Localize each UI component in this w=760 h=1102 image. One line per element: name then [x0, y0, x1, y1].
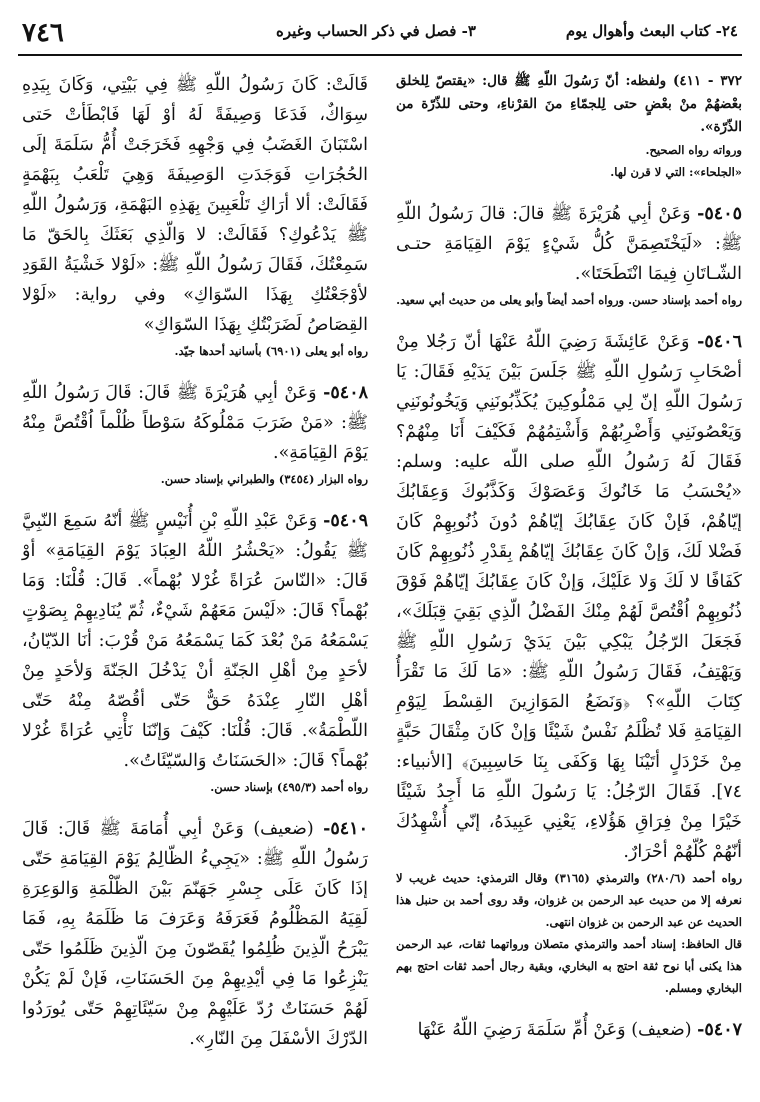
- hadith-text: وَعَنْ أبِي هُرَيْرَةَ ﷺ قالَ: قالَ رَسُولُ اللّهِ ﷺ: «لَيَخْتَصِمَنَّ كُلُّ شَيْءٍ يَوْمَ القِيَامَةِ حتـى الشّـاتَانِ فِيمَا انْتَطَحَتَا».: [396, 204, 742, 284]
- spacer: [396, 183, 742, 199]
- hadith-number: ٥٤١٠-: [323, 819, 368, 839]
- continued-hadith-text: قَالَتْ: كَانَ رَسُولُ اللّهِ ﷺ فِي بَيْتِي، وَكَانَ بِيَدِهِ سِوَاكٌ، فَدَعَا وَصِيفَةً لَهُ أوْ لَهَا فَابْطَأتْ حَتى اسْتَبَانَ الغَضَبُ فِي وَجْهِهِ فَخَرَجَتْ أُمُّ سَلَمَةَ إلَى الحُجُرَاتِ فَوَجَدَتِ الوَصِيفَةَ وَهِيَ تَلْعَبُ بِبَهْمَةٍ فَقَالَتْ: ألا أرَاكِ تَلْعَبِينَ بِهَذِهِ البَهْمَةِ، وَرَسُولُ اللّهِ ﷺ يَدْعُوكِ؟ فَقَالَتْ: لا وَالّذِي بَعَثَكَ بِالحَقّ مَا سَمِعْتُكَ، فَقَالَ رَسُولُ اللّهِ ﷺ: «لَوْلا خَشْيَةُ القَوَدِ لأوْجَعْتُكِ بِهَذَا السّوَاكِ» وفي رواية: «لَوْلا القِصَاصُ لَضَرَبْتُكِ بِهَذَا السّوَاكِ»: [22, 75, 368, 335]
- hadith-paragraph: [396, 327, 742, 867]
- source-note: رواه أحمد (٢٨٠/٦) والترمذي (٣١٦٥) وقال الترمذي: حديث غريب لا نعرفه إلا من حديث عبد الرحمن بن غزوان، وقد روى أحمد بن حنبل هذا الحديث عن عبد الرحمن بن غزوان انتهى.: [396, 871, 742, 929]
- header-rule: [18, 54, 742, 56]
- left-column: [22, 70, 368, 1054]
- hadith-paragraph: [22, 506, 368, 776]
- hadith-number: ٥٤٠٦-: [697, 332, 742, 352]
- source-note: رواه أحمد (٤٩٥/٣) بإسناد حسن.: [210, 780, 368, 794]
- source-note: قال الحافظ: إسناد أحمد والترمذي متصلان ورواتهما ثقات، عبد الرحمن هذا يكنى أبا نوح ثقة احتج به البخاري، وبقية رجال أحمد ثقات احتج بهم البخاري ومسلم.: [396, 937, 742, 995]
- spacer: [22, 490, 368, 506]
- hadith-paragraph: [396, 1015, 742, 1045]
- source-note: رواه البزار (٣٤٥٤) والطبراني بإسناد حسن.: [160, 472, 368, 486]
- spacer: [22, 362, 368, 378]
- continued-citation: ٣٧٢ - ٤١١) ولفظه: أنّ رَسُولَ اللّهِ ﷺ قال: «يقتصّ لِلخلق بعْضهُمْ منْ بعْضٍ حتى لِلجمّاءِ منَ القرْناءِ، وحتى للذّرّة من الذّرّة».: [396, 73, 742, 135]
- source-note: رواه أبو يعلى (٦٩٠١) بأسانيد أحدها جيّد.: [174, 344, 368, 358]
- spacer: [22, 798, 368, 814]
- source-note: ورواته رواه الصحيح.: [645, 143, 742, 157]
- right-column: [396, 70, 742, 1045]
- spacer: [396, 311, 742, 327]
- hadith-text: (ضعيف) وَعَنْ أبِي أُمَامَةَ ﷺ قَالَ: قَالَ رَسُولُ اللّهِ ﷺ: «يَجِيءُ الظّالِمُ يَوْمَ القِيَامَةِ حَتّى إذَا كَانَ عَلَى جِسْرِ جَهَنّمَ بَيْنَ الظّلْمَةِ وَالوَعِرَةِ لَقِيَهُ المَظْلُومُ فَعَرَفَهُ وَعَرَفَ مَا ظَلَمَهُ بِهِ، فَمَا يَبْرَحُ الّذِينَ ظُلِمُوا يُقَصّونَ مِنَ الّذِينَ ظَلَمُوا حَتّى يَنْزِعُوا مَا فِي أيْدِيهِمْ مِنَ الحَسَنَاتِ، فَإنْ لَمْ يَكُنْ لَهُمْ حَسَنَاتٌ رُدّ عَلَيْهِمْ مِنْ سَيّئَاتِهِمْ حَتّى يُورَدُوا الدّرْكَ الأسْفَلَ مِنَ النّارِ».: [22, 819, 368, 1049]
- book-title: ٢٤- كتاب البعث وأهوال يوم: [565, 22, 738, 40]
- hadith-text: وَعَنْ أبِي هُرَيْرَةَ ﷺ قَالَ: قَالَ رَسُولُ اللّهِ ﷺ: «مَنْ ضَرَبَ مَمْلُوكَهُ سَوْطاً ظُلْماً اُقْتُصَّ مِنْهُ يَوْمَ القِيَامَةِ».: [22, 383, 368, 463]
- hadith-paragraph: [22, 814, 368, 1054]
- hadith-text: وَعَنْ عَبْدِ اللّهِ بْنِ أُنَيْسٍ ﷺ أنّهُ سَمِعَ النّبِيَّ ﷺ يَقُولُ: «يَحْشُرُ اللّهُ العِبَادَ يَوْمَ القِيَامَةِ» أوْ قَالَ: «النّاسَ عُرَاةً غُرْلا بُهْماً». قَالَ: قُلْنَا: وَمَا بُهْماً؟ قَالَ: «لَيْسَ مَعَهُمْ شَيْءٌ، ثُمّ يُنَادِيهِمْ بِصَوْتٍ يَسْمَعُهُ مَنْ بُعْدَ كَمَا يَسْمَعُهُ مَنْ قُرْبَ: أنَا الدّيّانُ، لأحَدٍ مِنْ أهْلِ الجَنّةِ أنْ يَدْخُلَ الجَنّةَ وَلأحَدٍ مِنْ أهْلِ النّارِ عِنْدَهُ حَقٌّ حَتّى أقُصّهُ مِنْهُ حَتّى اللّطْمَةُ». قَالَ: قُلْنَا: كَيْفَ وَإنّنَا نَأْتِي عُرَاةً غُرْلا بُهْماً؟ قَالَ: «الحَسَنَاتُ وَالسّيّئَاتُ».: [22, 511, 368, 771]
- page-number: ٧٤٦: [22, 18, 64, 48]
- spacer: [396, 999, 742, 1015]
- hadith-paragraph: [22, 378, 368, 468]
- source-note: رواه أحمد بإسناد حسن. ورواه أحمد أيضاً وأبو يعلى من حديث أبي سعيد.: [396, 293, 742, 307]
- hadith-text: وَعَنْ عَائِشَةَ رَضِيَ اللّهُ عَنْهَا أنّ رَجُلا مِنْ أصْحَابِ رَسُولِ اللّهِ ﷺ جَلَسَ بَيْنَ يَدَيْهِ فَقَالَ: يَا رَسُولَ اللّهِ إنّ لِي مَمْلُوكِينَ يُكَذِّبُونَنِي وَيَخُونُونَنِي وَيَعْصُونَنِي وَأَضْرِبُهُمْ وَأَشْتِمُهُمْ فَكَيْفَ أَنَا مِنْهُمْ؟ فَقَالَ لَهُ رَسُولُ اللّهِ صلى اللّه عليه: وسلم: «يُحْسَبُ مَا خَانُوكَ وَعَصَوْكَ وَكَذَّبُوكَ وَعِقَابُكَ إيّاهُمْ، فَإنْ كَانَ عِقَابُكَ إيّاهُمْ دُونَ ذُنُوبِهِمْ كَانَ فَضْلا لَكَ، وَإنْ كَانَ عِقَابُكَ إيّاهُمْ بِقَدْرِ ذُنُوبِهِمْ كَانَ كَفَافًا لا لَكَ وَلا عَلَيْكَ، وَإنْ كَانَ عِقَابُكَ إيّاهُمْ فَوْقَ ذُنُوبِهِمْ اُقْتُصَّ لَهُمْ مِنْكَ الفَضْلُ الّذِي بَقِيَ قِبَلَكَ»، فَجَعَلَ الرّجُلُ يَبْكِي بَيْنَ يَدَيْ رَسُولِ اللّهِ ﷺ وَيَهْتِفُ، فَقَالَ رَسُولُ اللّهِ ﷺ: «مَا لَكَ مَا تَقْرَأُ كِتَابَ اللّهِ»؟ ﴿وَنَضَعُ المَوَازِينَ القِسْطَ لِيَوْمِ القِيَامَةِ فَلا تُظْلَمُ نَفْسٌ شَيْئًا وَإنْ كَانَ مِثْقَالَ حَبَّةٍ مِنْ خَرْدَلٍ أتَيْنَا بِهَا وَكَفَى بِنَا حَاسِبِينَ﴾ [الأنبياء: ٧٤]. فَقَالَ الرّجُلُ: يَا رَسُولَ اللّهِ مَا أَجِدُ شَيْئًا خَيْرًا مِنْ فِرَاقِ هَؤُلاءِ، يَعْنِي عَبِيدَهُ، إنّي أُشْهِدُكَ أنّهُمْ كُلّهُمْ أحْرَارٌ.: [396, 332, 742, 862]
- hadith-number: ٥٤٠٨-: [323, 383, 368, 403]
- page-header: [18, 14, 742, 58]
- hadith-number: ٥٤٠٩-: [323, 511, 368, 531]
- source-note: «الجلحاء»: التي لا قرن لها.: [610, 165, 742, 179]
- hadith-number: ٥٤٠٥-: [697, 204, 742, 224]
- hadith-paragraph: [396, 199, 742, 289]
- section-title: ٣- فصل في ذكر الحساب وغيره: [276, 22, 476, 40]
- hadith-text: (ضعيف) وَعَنْ أُمِّ سَلَمَةَ رَضِيَ اللّهُ عَنْهَا: [417, 1020, 692, 1040]
- hadith-number: ٥٤٠٧-: [697, 1020, 742, 1040]
